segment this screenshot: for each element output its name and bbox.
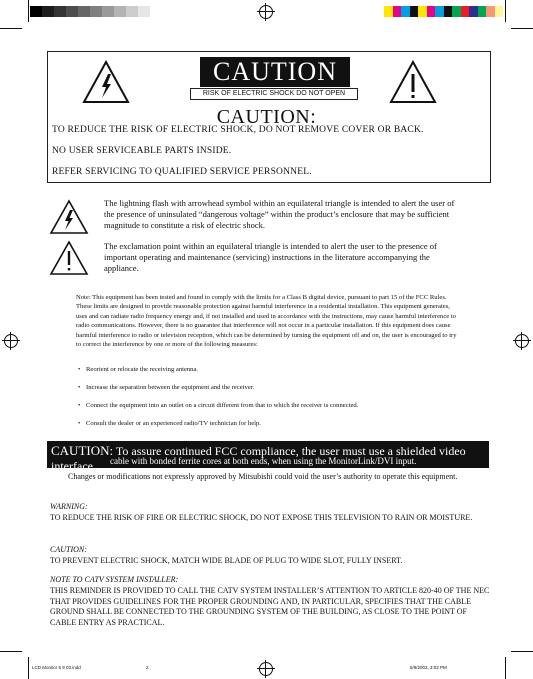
crop-mark <box>0 651 22 652</box>
process-swatch <box>427 6 436 17</box>
note-bullet: • Reorient or relocate the receiving antenna. <box>86 366 198 373</box>
warning-heading: WARNING: <box>50 502 88 511</box>
exclamation-warning-icon <box>389 60 437 104</box>
gray-swatch <box>102 6 114 17</box>
crop-mark <box>505 0 506 22</box>
fcc-caution-bar <box>47 441 489 473</box>
process-swatch <box>435 6 444 17</box>
caution-line-1: TO REDUCE THE RISK OF ELECTRIC SHOCK, DO NOT REMOVE COVER OR BACK. <box>52 125 424 135</box>
crop-mark <box>0 28 22 29</box>
process-swatch <box>478 6 487 17</box>
gray-swatch <box>138 6 150 17</box>
gray-swatch <box>126 6 138 17</box>
registration-mark-right <box>515 334 529 348</box>
process-swatch <box>384 6 393 17</box>
exclamation-warning-icon <box>49 240 89 276</box>
caution-line-3: REFER SERVICING TO QUALIFIED SERVICE PERSONNEL. <box>52 167 312 177</box>
crop-mark <box>28 0 29 22</box>
registration-mark-top <box>259 5 273 19</box>
footer-page: 2 <box>146 665 149 670</box>
gray-swatch <box>114 6 126 17</box>
crop-mark <box>511 651 533 652</box>
warning-text: TO REDUCE THE RISK OF FIRE OR ELECTRIC SHOCK, DO NOT EXPOSE THIS TELEVISION TO RAIN OR MOISTURE. <box>50 513 473 522</box>
lightning-description: The lightning flash with arrowhead symbol within an equilateral triangle is intended to alert the user of the presence of uninsulated “dangerous voltage” within the product’s enclosure that may be sufficient magnitude to constitute a risk of electric shock. <box>104 198 455 230</box>
process-swatch <box>418 6 427 17</box>
note-bullet: • Increase the separation between the equipment and the receiver. <box>86 384 254 391</box>
process-swatch <box>469 6 478 17</box>
registration-mark-bottom <box>259 662 273 676</box>
caution-title: CAUTION <box>200 57 350 87</box>
process-swatch <box>486 6 495 17</box>
process-swatch <box>393 6 402 17</box>
caution-line-2: NO USER SERVICEABLE PARTS INSIDE. <box>52 146 232 156</box>
gray-swatch <box>42 6 54 17</box>
note-bullet: • Connect the equipment into an outlet on a circuit different from that to which the receiver is connected. <box>86 402 358 409</box>
caution-subtitle: RISK OF ELECTRIC SHOCK DO NOT OPEN <box>190 88 358 100</box>
process-swatch <box>444 6 453 17</box>
gray-swatch <box>78 6 90 17</box>
note-bullet: • Consult the dealer or an experienced radio/TV technician for help. <box>86 420 261 427</box>
catv-heading: NOTE TO CATV SYSTEM INSTALLER: <box>50 575 179 584</box>
gray-swatch <box>30 6 42 17</box>
lightning-warning-icon <box>82 60 130 104</box>
gray-swatch <box>90 6 102 17</box>
caution-plug-heading: CAUTION: <box>50 545 87 554</box>
process-swatch <box>452 6 461 17</box>
crop-mark <box>28 657 29 679</box>
registration-mark-left <box>4 334 18 348</box>
exclamation-description: The exclamation point within an equilateral triangle is intended to alert the user to the presence of important operating and maintenance (servicing) instructions in the literature accompanying the appliance. <box>104 241 437 273</box>
fcc-caution-line-2: cable with bonded ferrite cores at both ends, when using the MonitorLink/DVI input. <box>110 456 417 466</box>
gray-swatch <box>66 6 78 17</box>
footer-file: LCD Monitor 5 9 03.indd <box>32 665 81 670</box>
caution-plug-text: TO PREVENT ELECTRIC SHOCK, MATCH WIDE BLADE OF PLUG TO WIDE SLOT, FULLY INSERT. <box>50 556 403 565</box>
footer-date: 5/9/2003, 3:02 PM <box>410 665 447 670</box>
changes-text: Changes or modifications not expressly approved by Mitsubishi could void the user’s authority to operate this equipment. <box>68 472 458 481</box>
process-swatch <box>495 6 504 17</box>
gray-swatch <box>54 6 66 17</box>
lightning-warning-icon <box>49 199 89 235</box>
fcc-caution-line-1: To assure continued FCC compliance, the user must use a shielded video interface <box>51 444 466 473</box>
crop-mark <box>505 657 506 679</box>
process-swatch <box>461 6 470 17</box>
fcc-note: Note: This equipment has been tested and found to comply with the limits for a Class B digital device, pursuant to part 15 of the FCC Rules. These limits are designed to provide reasonable protection against harmful interference in a residential installation. This equipment generates, uses and can radiate radio frequency energy and, if not installed and used in accordance with the instructions, may cause harmful interference to radio communications. However, there is no guarantee that interference will not occur in a particular installation. If this equipment does cause harmful interference to radio or television reception, which can be determined by turning the equipment off and on, the user is encouraged to try to correct the interference by one or more of the following measures: <box>76 294 457 349</box>
process-swatch <box>410 6 419 17</box>
caution-heading: CAUTION: <box>216 106 317 128</box>
catv-text: THIS REMINDER IS PROVIDED TO CALL THE CATV SYSTEM INSTALLER’S ATTENTION TO ARTICLE 820-40 OF THE NEC THAT PROVIDES GUIDELINES FOR THE PROPER GROUNDING AND, IN PARTICULAR, SPECIFIES THAT THE CABLE GROUND SHALL BE CONNECTED TO THE GROUNDING SYSTEM OF THE BUILDING, AS CLOSE TO THE POINT OF CABLE ENTRY AS PRACTICAL. <box>50 586 490 628</box>
fcc-caution-label: CAUTION: <box>51 443 114 458</box>
crop-mark <box>511 28 533 29</box>
process-swatch <box>401 6 410 17</box>
